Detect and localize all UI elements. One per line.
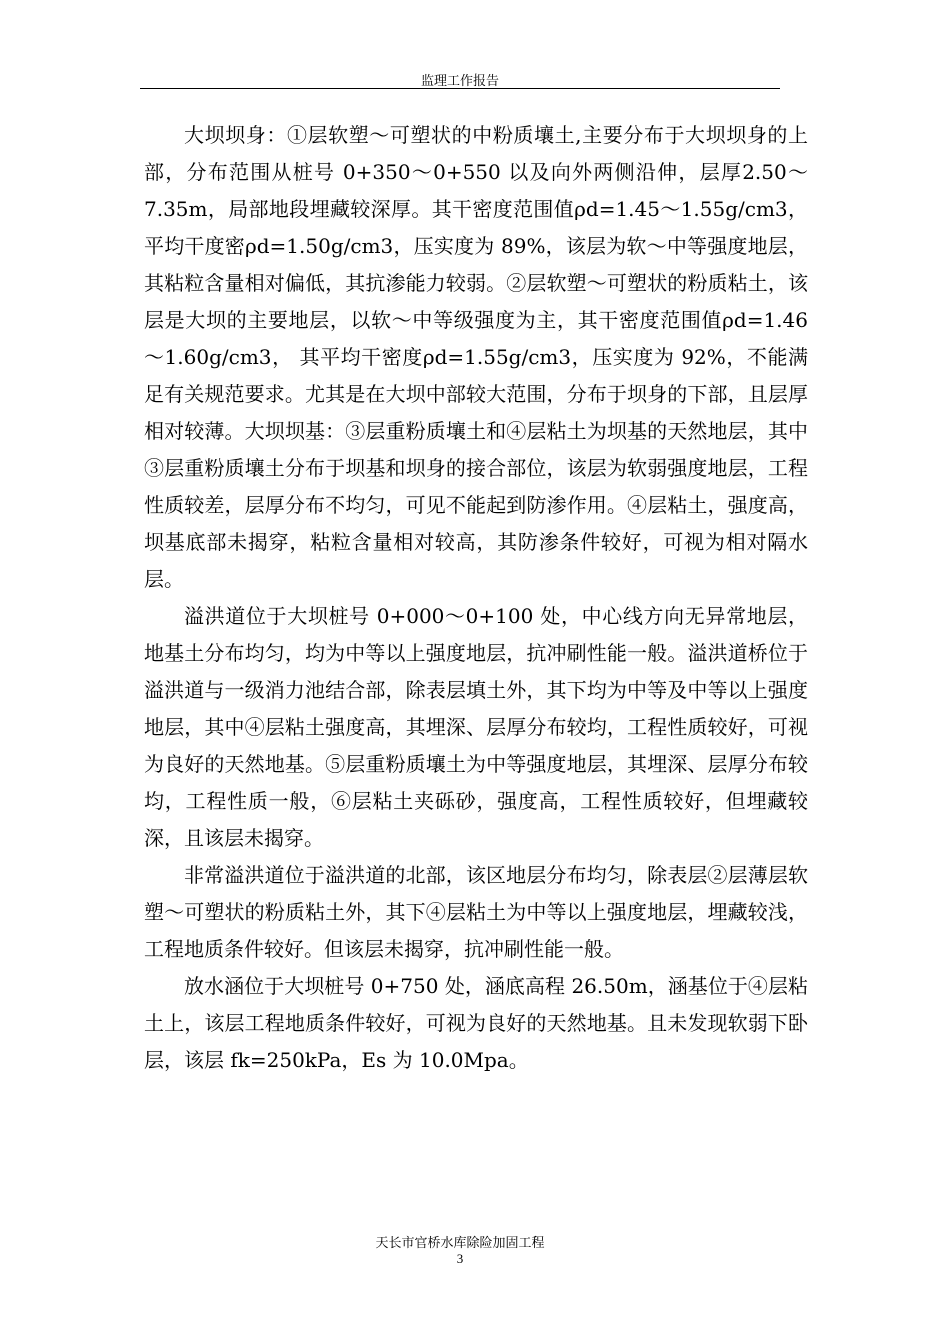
- header-title: 监理工作报告: [420, 74, 499, 89]
- header-divider: [140, 88, 780, 89]
- paragraph-spillway: 溢洪道位于大坝桩号 0+000～0+100 处，中心线方向无异常地层，地基土分布均匀，均为中等以上强度地层，抗冲刷性能一般。溢洪道桥位于溢洪道与一级消力池结合部，除表层填土外，其下均为中等及中等以上强度地层，其中④层粘土强度高，其埋深、层厚分布较均，工程性质较好，可视为良好的天然地基。⑤层重粉质壤土为中等强度地层，其埋深、层厚分布较均，工程性质一般，⑥层粘土夹砾砂，强度高，工程性质较好，但埋藏较深，且该层未揭穿。: [144, 604, 808, 850]
- paragraph-emergency-spillway: 非常溢洪道位于溢洪道的北部，该区地层分布均匀，除表层②层薄层软塑～可塑状的粉质粘土外，其下④层粘土为中等以上强度地层，埋藏较浅，工程地质条件较好。但该层未揭穿，抗冲刷性能一般。: [144, 863, 808, 961]
- paragraph-dam-body: 大坝坝身：①层软塑～可塑状的中粉质壤土,主要分布于大坝坝身的上部，分布范围从桩号 0+350～0+550 以及向外两侧沿伸，层厚2.50～7.35m，局部地段埋藏较深厚。其干密度范围值ρd=1.45～1.55g/cm3，平均干度密ρd=1.50g/cm3，压实度为 89%，该层为软～中等强度地层，其粘粒含量相对偏低，其抗渗能力较弱。②层软塑～可塑状的粉质粘土，该层是大坝的主要地层，以软～中等级强度为主，其干密度范围值ρd=1.46～1.60g/cm3， 其平均干密度ρd=1.55g/cm3，压实度为 92%，不能满足有关规范要求。尤其是在大坝中部较大范围，分布于坝身的下部，且层厚相对较薄。大坝坝基：③层重粉质壤土和④层粘土为坝基的天然地层，其中③层重粉质壤土分布于坝基和坝身的接合部位，该层为软弱强度地层，工程性质较差，层厚分布不均匀，可见不能起到防渗作用。④层粘土，强度高，坝基底部未揭穿，粘粒含量相对较高，其防渗条件较好，可视为相对隔水层。: [144, 123, 808, 591]
- paragraph-outlet-culvert: 放水涵位于大坝桩号 0+750 处，涵底高程 26.50m，涵基位于④层粘土上，该层工程地质条件较好，可视为良好的天然地基。且未发现软弱下卧层，该层 fk=250kPa，Es 为 10.0Mpa。: [144, 974, 808, 1072]
- page-number: 3: [456, 1251, 464, 1266]
- body-text: [144, 117, 808, 1079]
- footer-title: 天长市官桥水库除险加固工程: [375, 1236, 545, 1251]
